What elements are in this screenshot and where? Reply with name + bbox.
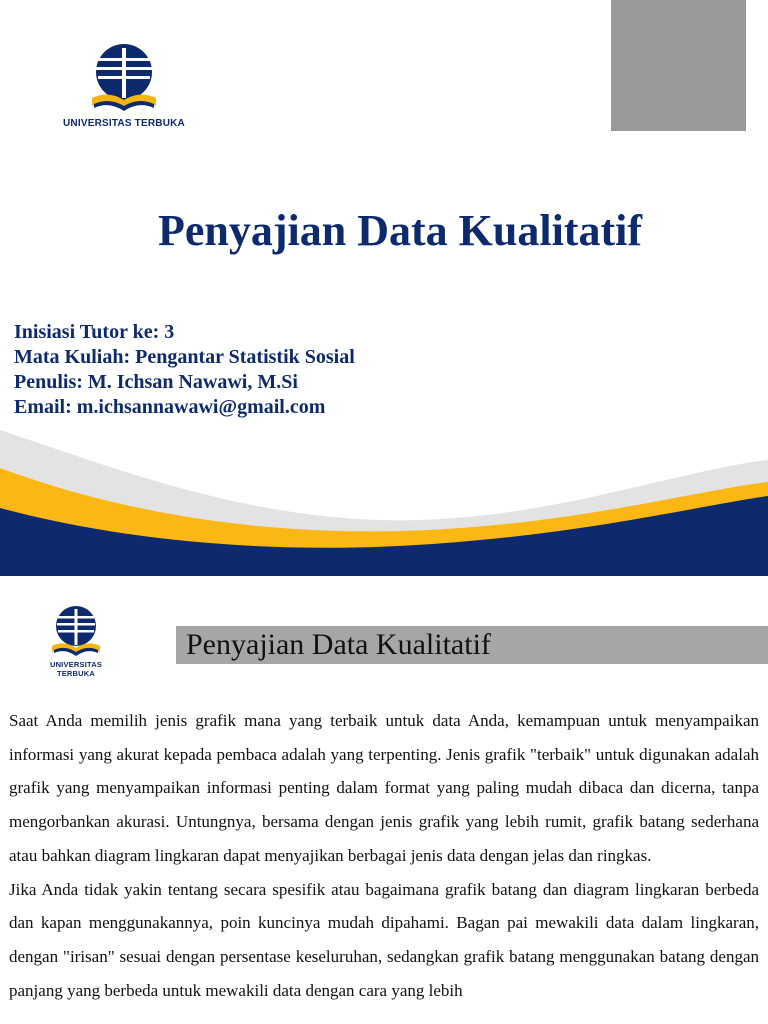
- ut-emblem-icon: [62, 40, 186, 118]
- info-course: Mata Kuliah: Pengantar Statistik Sosial: [14, 346, 355, 368]
- course-info-list: [14, 320, 355, 420]
- logo-text: UNIVERSITAS TERBUKA: [63, 118, 185, 129]
- section-header: Penyajian Data Kualitatif: [186, 628, 491, 661]
- logo-text-small: UNIVERSITAS TERBUKA: [49, 660, 103, 678]
- info-email: Email: m.ichsannawawi@gmail.com: [14, 396, 326, 418]
- ut-emblem-icon-small: [30, 604, 122, 660]
- university-logo-small: [30, 604, 122, 678]
- body-text: [9, 704, 759, 1007]
- university-logo: [62, 40, 186, 132]
- paragraph-1: Saat Anda memilih jenis grafik mana yang terbaik untuk data Anda, kemampuan untuk menyampaikan informasi yang akurat kepada pembaca adalah yang terpenting. Jenis grafik "terbaik" untuk digunakan adalah grafik yang menyampaikan informasi penting dalam format yang paling mudah dibaca dan dicerna, tanpa mengorbankan akurasi. Untungnya, bersama dengan jenis grafik yang lebih rumit, grafik batang sederhana atau bahkan diagram lingkaran dapat menyajikan berbagai jenis data dengan jelas dan ringkas.: [9, 711, 759, 865]
- info-tutor: Inisiasi Tutor ke: 3: [14, 321, 175, 343]
- decorative-swoosh: [0, 430, 768, 576]
- section-header-bar: [176, 626, 768, 664]
- paragraph-2: Jika Anda tidak yakin tentang secara spesifik atau bagaimana grafik batang dan diagram lingkaran berbeda dan kapan menggunakannya, poin kuncinya mudah dipahami. Bagan pai mewakili data dalam lingkaran, dengan "irisan" sesuai dengan persentase keseluruhan, sedangkan grafik batang menggunakan batang dengan panjang yang berbeda untuk mewakili data dengan cara yang lebih: [9, 879, 759, 1000]
- info-author: Penulis: M. Ichsan Nawawi, M.Si: [14, 371, 298, 393]
- slide-title: Penyajian Data Kualitatif: [158, 206, 642, 255]
- gray-accent-block: [611, 0, 746, 131]
